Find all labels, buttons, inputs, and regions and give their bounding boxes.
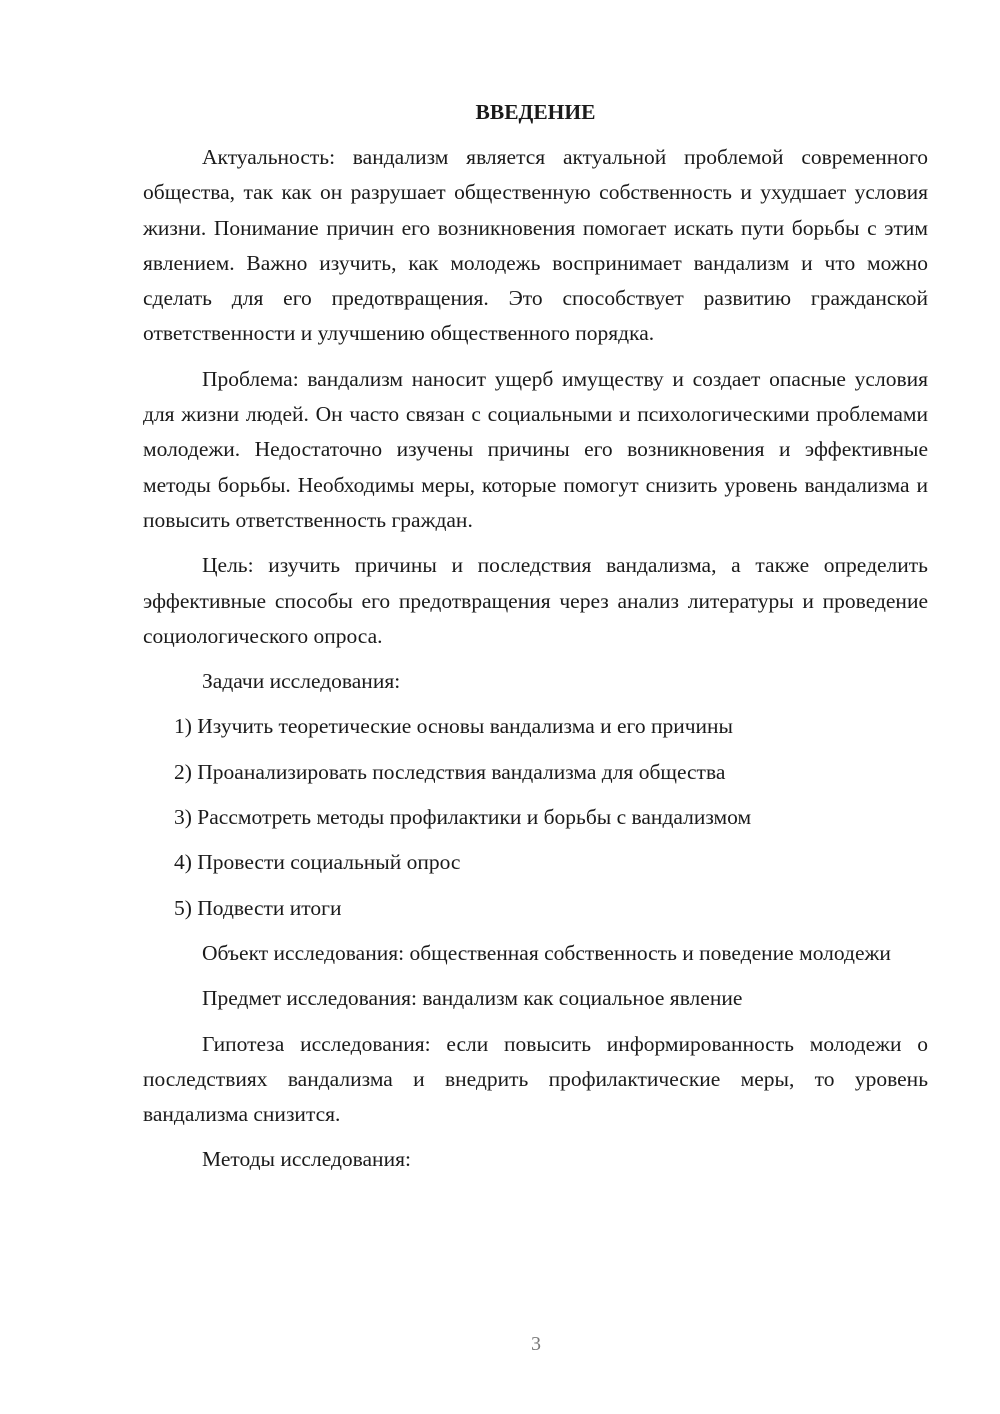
methods-heading: Методы исследования: [202,1147,411,1172]
subject-paragraph: Предмет исследования: вандализм как социальное явление [202,986,743,1011]
page-number: 3 [531,1333,541,1355]
tasks-heading: Задачи исследования: [202,669,401,694]
task-item: 2) Проанализировать последствия вандализма для общества [174,759,726,784]
task-item: 4) Провести социальный опрос [174,850,461,875]
task-item: 5) Подвести итоги [174,895,342,920]
hypothesis-paragraph: Гипотеза исследования: если повысить информированность молодежи о последствиях вандализма и внедрить профилактические меры, то уровень вандализма снизится. [143,1031,928,1127]
problem-paragraph: Проблема: вандализм наносит ущерб имуществу и создает опасные условия для жизни людей. Он часто связан с социальными и психологическими проблемами молодежи. Недостаточно изучены причины его возникновения и эффективные методы борьбы. Необходимы меры, которые помогут снизить уровень вандализма и повысить ответственность граждан. [143,366,928,532]
page-content [143,94,928,1188]
goal-paragraph: Цель: изучить причины и последствия вандализма, а также определить эффективные способы его предотвращения через анализ литературы и проведение социологического опроса. [143,553,928,648]
tasks-list [143,709,928,925]
section-title: ВВЕДЕНИЕ [475,100,596,124]
task-item: 1) Изучить теоретические основы вандализма и его причины [174,714,733,739]
relevance-paragraph: Актуальность: вандализм является актуальной проблемой современного общества, так как он разрушает общественную собственность и ухудшает условия жизни. Понимание причин его возникновения помогает искать пути борьбы с этим явлением. Важно изучить, как молодежь воспринимает вандализм и что можно сделать для его предотвращения. Это способствует развитию гражданской ответственности и улучшению общественного порядка. [143,145,928,346]
object-paragraph: Объект исследования: общественная собственность и поведение молодежи [202,940,891,965]
task-item: 3) Рассмотреть методы профилактики и борьбы с вандализмом [174,805,752,830]
